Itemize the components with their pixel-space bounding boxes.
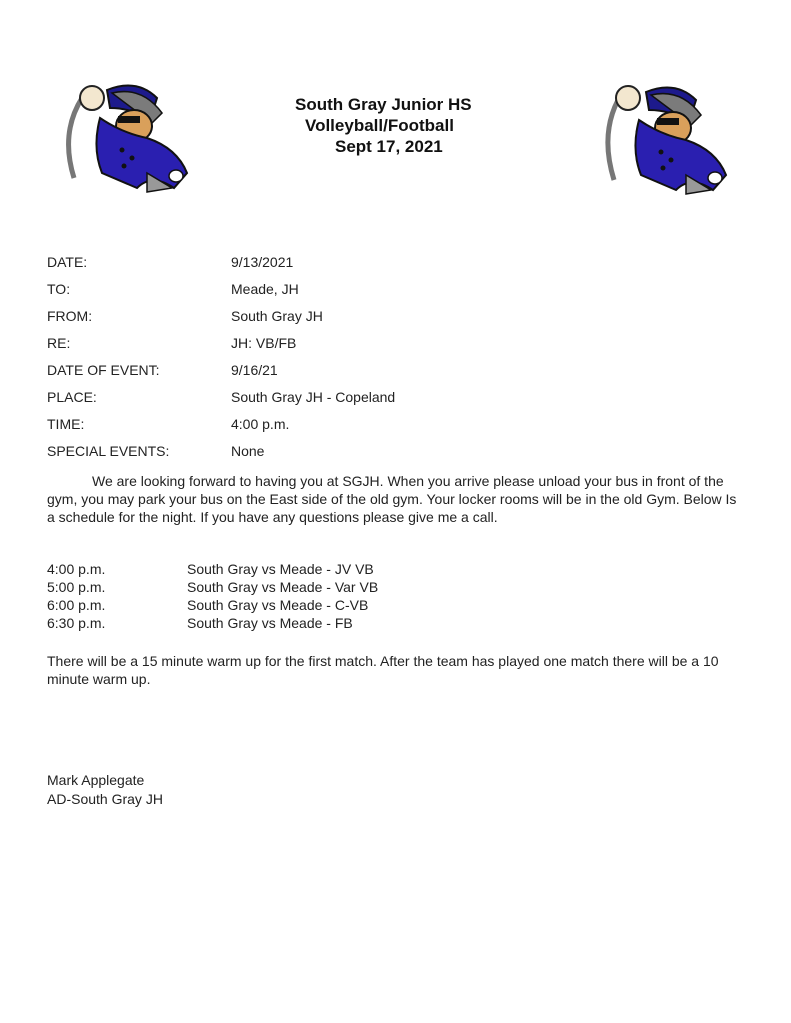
pirate-mascot-icon (596, 80, 736, 198)
memo-label: TO: (47, 281, 71, 297)
schedule-event: South Gray vs Meade - JV VB (187, 561, 374, 577)
signature-title: AD-South Gray JH (47, 791, 163, 807)
memo-label: RE: (47, 335, 71, 351)
memo-value: 9/13/2021 (231, 254, 294, 270)
memo-label: FROM: (47, 308, 93, 324)
memo-value: 4:00 p.m. (231, 416, 290, 432)
memo-value: JH: VB/FB (231, 335, 297, 351)
memo-value: Meade, JH (231, 281, 299, 297)
memo-label: SPECIAL EVENTS: (47, 443, 170, 459)
body-paragraph: We are looking forward to having you at SGJH. When you arrive please unload your bus in front of the gym, you may park your bus on the East side of the old gym. Your locker rooms will be in the old Gym. Below Is a schedule for the night. If you have any questions please give me a call. (47, 473, 737, 525)
title-school: South Gray Junior HS (295, 95, 472, 114)
memo-value: 9/16/21 (231, 362, 278, 378)
memo-label: TIME: (47, 416, 85, 432)
schedule-time: 6:30 p.m. (47, 615, 106, 631)
memo-label: DATE OF EVENT: (47, 362, 160, 378)
signature-name: Mark Applegate (47, 772, 145, 788)
warmup-note: There will be a 15 minute warm up for the first match. After the team has played one match there will be a 10 minute warm up. (47, 653, 719, 687)
memo-label: DATE: (47, 254, 88, 270)
memo-value: None (231, 443, 265, 459)
schedule-time: 4:00 p.m. (47, 561, 106, 577)
title-sports: Volleyball/Football (305, 116, 454, 135)
memo-value: South Gray JH - Copeland (231, 389, 396, 405)
pirate-mascot-icon (52, 78, 192, 196)
signature-block (47, 771, 163, 809)
schedule-event: South Gray vs Meade - Var VB (187, 579, 379, 595)
schedule-time: 5:00 p.m. (47, 579, 106, 595)
schedule-event: South Gray vs Meade - C-VB (187, 597, 369, 613)
schedule-event: South Gray vs Meade - FB (187, 615, 353, 631)
title-date: Sept 17, 2021 (335, 137, 443, 156)
memo-label: PLACE: (47, 389, 97, 405)
memo-value: South Gray JH (231, 308, 323, 324)
schedule-time: 6:00 p.m. (47, 597, 106, 613)
